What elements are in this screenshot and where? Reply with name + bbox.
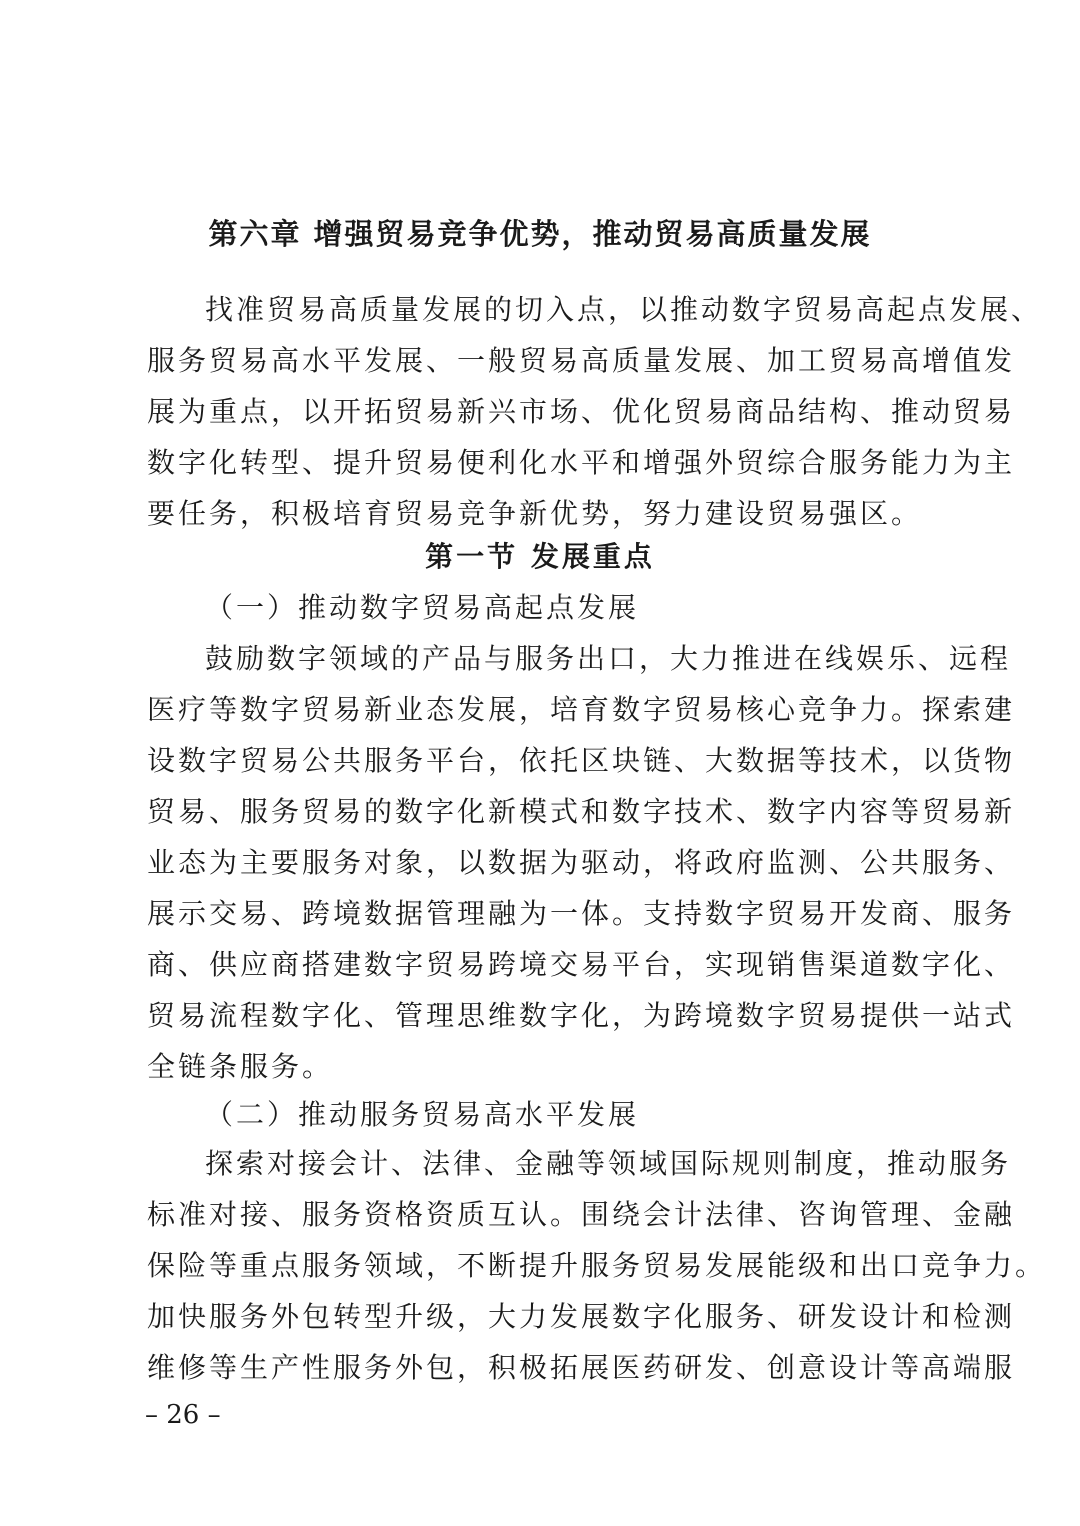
paragraph-line: 贸易流程数字化、管理思维数字化，为跨境数字贸易提供一站式 [147,999,1016,1032]
paragraph-line: 数字化转型、提升贸易便利化水平和增强外贸综合服务能力为主 [147,446,1016,479]
subsection-heading-2: （二）推动服务贸易高水平发展 [205,1098,640,1131]
paragraph-line: 服务贸易高水平发展、一般贸易高质量发展、加工贸易高增值发 [147,344,1016,377]
paragraph-line: 设数字贸易公共服务平台，依托区块链、大数据等技术，以货物 [147,744,1016,777]
paragraph-line: 展为重点，以开拓贸易新兴市场、优化贸易商品结构、推动贸易 [147,395,1016,428]
paragraph-line: 要任务，积极培育贸易竞争新优势，努力建设贸易强区。 [147,497,923,530]
paragraph-line: 找准贸易高质量发展的切入点，以推动数字贸易高起点发展、 [205,293,1043,326]
chapter-title: 第六章 增强贸易竞争优势，推动贸易高质量发展 [208,217,872,251]
paragraph-line: 展示交易、跨境数据管理融为一体。支持数字贸易开发商、服务 [147,897,1016,930]
paragraph-line: 探索对接会计、法律、金融等领域国际规则制度，推动服务 [205,1147,1012,1180]
paragraph-line: 业态为主要服务对象，以数据为驱动，将政府监测、公共服务、 [147,846,1016,879]
subsection-2-paragraph [147,1138,1047,1393]
paragraph-line: 医疗等数字贸易新业态发展，培育数字贸易核心竞争力。探索建 [147,693,1016,726]
subsection-1-paragraph [147,633,1016,1092]
paragraph-line: 标准对接、服务资格资质互认。围绕会计法律、咨询管理、金融 [147,1198,1016,1231]
page-number: – 26 – [145,1400,221,1430]
paragraph-line: 维修等生产性服务外包，积极拓展医药研发、创意设计等高端服 [147,1351,1016,1384]
paragraph-line: 保险等重点服务领域，不断提升服务贸易发展能级和出口竞争力。 [147,1249,1047,1282]
paragraph-line: 加快服务外包转型升级，大力发展数字化服务、研发设计和检测 [147,1300,1016,1333]
intro-paragraph [147,284,1043,539]
paragraph-line: 贸易、服务贸易的数字化新模式和数字技术、数字内容等贸易新 [147,795,1016,828]
paragraph-line: 商、供应商搭建数字贸易跨境交易平台，实现销售渠道数字化、 [147,948,1016,981]
section-title: 第一节 发展重点 [425,540,655,573]
paragraph-line: 鼓励数字领域的产品与服务出口，大力推进在线娱乐、远程 [205,642,1012,675]
subsection-heading-1: （一）推动数字贸易高起点发展 [205,591,640,624]
paragraph-line: 全链条服务。 [147,1050,334,1083]
